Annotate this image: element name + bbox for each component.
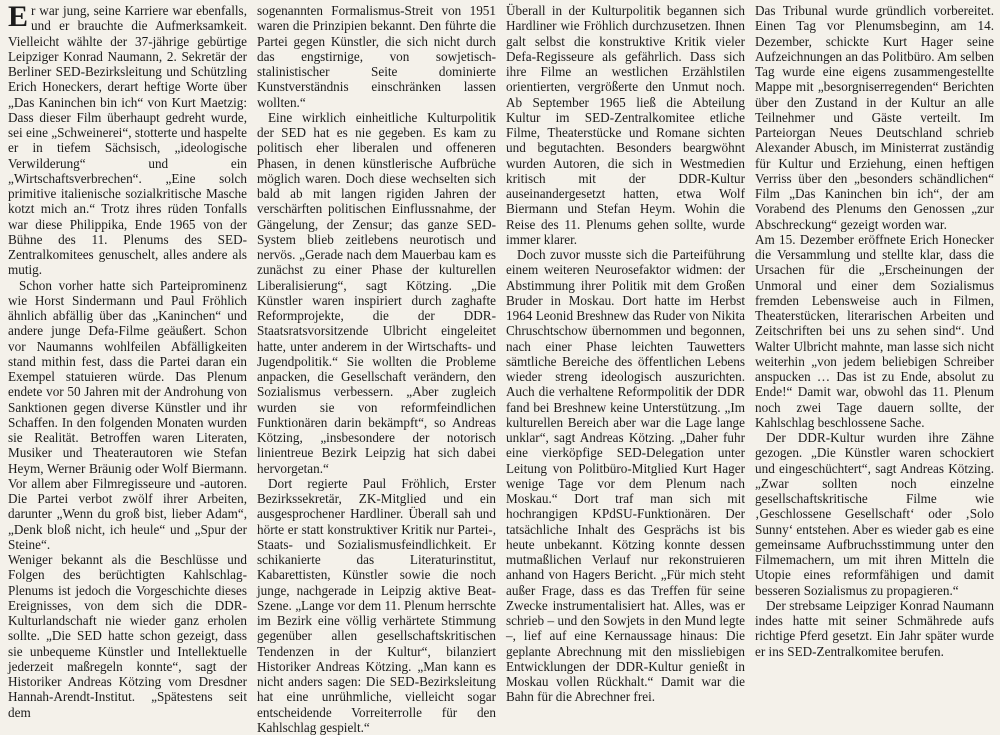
- article-column-1: [8, 0, 247, 720]
- article-column-3: [506, 3, 745, 705]
- paragraph: Doch zuvor musste sich die Parteiführung einem weiteren Neurosefaktor widmen: der Abstimmung ihrer Politik mit dem Großen Bruder in Moskau. Dort hatte im Herbst 1964 Leonid Breshnew das Ruder von Nikita Chruschtschow übernommen und begonnen, nach einer Phase leichten Tauwetters sämtliche Bereiche des öffentlichen Lebens wieder streng ideologisch auszurichten. Auch die verhaltene Reformpolitik der DDR fand bei Breshnew keine Unterstützung. „Im kulturellen Bereich aber war die Lage lange unklar“, sagt Andreas Kötzing. „Daher fuhr eine vierköpfige SED-Delegation unter Leitung von Politbüro-Mitglied Kurt Hager wenige Tage vor dem Plenum nach Moskau.“ Dort traf man sich mit hochrangigen KPdSU-Funktionären. Der tatsächliche Inhalt des Gesprächs ist bis heute unbekannt. Kötzing konnte dessen mutmaßlichen Verlauf nur rekonstruieren anhand von Hagers Bericht. „Für mich steht außer Frage, dass es das Treffen für seine Zwecke instrumentalisiert hat. Alles, was er schrieb – und den Sowjets in den Mund legte –, lief auf eine Kernaussage hinaus: Die geplante Abrechnung mit den missliebigen Entwicklungen der DDR-Kultur genießt in Moskau vollen Rückhalt.“ Damit war die Bahn für die Abrechner frei.: [506, 247, 745, 705]
- paragraph: Am 15. Dezember eröffnete Erich Honecker die Versammlung und stellte klar, dass die Ursachen für die „Erscheinungen der Unmoral und einer dem Sozialismus fremden Lebensweise auch in Filmen, Theaterstücken, literarischen Arbeiten und Zeitschriften bei uns zu sehen sind“. Und Walter Ulbricht mahnte, man lasse sich nicht weiterhin „von jedem beliebigen Schreiber anspucken … Das ist zu Ende, absolut zu Ende!“ Damit war, obwohl das 11. Plenum noch zwei Tage dauern sollte, der Kahlschlag beschlossene Sache.: [755, 231, 994, 430]
- article-column-2: [257, 3, 496, 735]
- paragraph: Der DDR-Kultur wurden ihre Zähne gezogen. „Die Künstler waren schockiert und eingeschüchtert“, sagt Andreas Kötzing. „Zwar sollten noch einzelne gesellschaftskritische Filme wie ‚Geschlossene Gesellschaft‘ oder ‚Solo Sunny‘ entstehen. Aber es wieder gab es eine gemeinsame Aufbruchsstimmung unter den Filmemachern, um mit ihren Mitteln die Utopie eines reformfähigen und damit besseren Sozialismus zu propagieren.“: [755, 430, 994, 598]
- paragraph: Er war jung, seine Karriere war ebenfalls, und er brauchte die Aufmerksamkeit. Vielleicht wählte der 37-jährige gebürtige Leipziger Konrad Naumann, 2. Sekretär der Berliner SED-Bezirksleitung und Schützling Erich Honeckers, derart heftige Worte über „Das Kaninchen bin ich“ von Kurt Maetzig: Dass dieser Film überhaupt gedreht wurde, sei eine „Schweinerei“, stotterte und haspelte er in tiefem Sächsisch, „ideologische Verwilderung“ und ein „Wirtschaftsverbrechen“. „Eine solch primitive italienische sozialkritische Masche kotzt mich an.“ Trotz ihres rüden Tonfalls war diese Philippika, Ende 1965 von der Bühne des 11. Plenums des SED-Zentralkomitees genuschelt, alles andere als mutig.: [8, 0, 247, 278]
- drop-cap: E: [8, 0, 29, 33]
- article-column-4: [755, 3, 994, 659]
- paragraph: Das Tribunal wurde gründlich vorbereitet. Einen Tag vor Plenumsbeginn, am 14. Dezember, schickte Kurt Hager seine Aufzeichnungen an das Politbüro. Am selben Tag wurde eine eigens zusammengestellte Mappe mit „besorgniserregenden“ Berichten über den Zustand in der Kultur an alle Teilnehmer und Gäste verteilt. Im Parteiorgan Neues Deutschland schrieb Alexander Abusch, im Ministerrat zuständig für Kultur und Erziehung, einen heftigen Verriss über den „besonders schändlichen“ Film „Das Kaninchen bin ich“, der am Vorabend des Plenums den Genossen „zur Abschreckung“ gezeigt worden war.: [755, 3, 994, 232]
- paragraph: Der strebsame Leipziger Konrad Naumann indes hatte mit seiner Schmährede aufs richtige Pferd gesetzt. Ein Jahr später wurde er ins SED-Zentralkomitee berufen.: [755, 597, 994, 659]
- paragraph: Schon vorher hatte sich Parteiprominenz wie Horst Sindermann und Paul Fröhlich ähnlich abfällig über das „Kaninchen“ und andere junge Defa-Filme geäußert. Schon vor Naumanns wohlfeilen Abfälligkeiten stand mithin fest, dass die Partei daran ein Exempel statuieren würde. Das Plenum endete vor 50 Jahren mit der Androhung von Sanktionen gegen diverse Künstler und ihr Schaffen. In den folgenden Monaten wurden sie Realität. Betroffen waren Literaten, Musiker und Theaterautoren wie Stefan Heym, Werner Bräunig oder Wolf Biermann. Vor allem aber Filmregisseure und -autoren. Die Partei verbot zwölf ihrer Arbeiten, darunter „Wenn du groß bist, lieber Adam“, „Denk bloß nicht, ich heule“ und „Spur der Steine“.: [8, 277, 247, 552]
- paragraph: Eine wirklich einheitliche Kulturpolitik der SED hat es nie gegeben. Es kam zu politisch eher liberalen und offeneren Phasen, in denen künstlerische Aufbrüche möglich waren. Doch diese wechselten sich bald ab mit langen rigiden Jahren der verschärften politischen Einflussnahme, der Gängelung, der Zensur; das ganze SED-System blieb zeitlebens neurotisch und nervös. „Gerade nach dem Mauerbau kam es zunächst zu einer Phase der kulturellen Liberalisierung“, sagt Kötzing. „Die Künstler waren inspiriert durch zaghafte Reformprojekte, die der DDR-Staatsratsvorsitzende Ulbricht eingeleitet hatte, unter anderem in der Wirtschafts- und Jugendpolitik.“ Sie wollten die Probleme anpacken, die Gesellschaft verändern, den Sozialismus verbessern. „Aber zugleich wurden sie von reformfeindlichen Funktionären darin bekämpft“, so Andreas Kötzing, „insbesondere der notorisch linientreue Bezirk Leipzig hat sich dabei hervorgetan.“: [257, 109, 496, 476]
- paragraph: Weniger bekannt als die Beschlüsse und Folgen des berüchtigten Kahlschlag-Plenums ist jedoch die Vorgeschichte dieses Ereignisses, von dem sich die DDR-Kulturlandschaft nie wieder ganz erholen sollte. „Die SED hatte schon gezeigt, dass sie unbequeme Künstler und Intellektuelle jederzeit maßregeln konnte“, sagt der Historiker Andreas Kötzing vom Dresdner Hannah-Arendt-Institut. „Spätestens seit dem: [8, 552, 247, 720]
- paragraph: Dort regierte Paul Fröhlich, Erster Bezirkssekretär, ZK-Mitglied und ein ausgesprochener Hardliner. Überall sah und hörte er statt konstruktiver Kritik nur Partei-, Staats- und Sozialismusfeindlichkeit. Er schikanierte das Literaturinstitut, Kabarettisten, Künstler sowie die noch junge, nachgerade in Leipzig aktive Beat-Szene. „Lange vor dem 11. Plenum herrschte im Bezirk eine völlig verhärtete Stimmung gegenüber allen gesellschaftskritischen Tendenzen in der Kultur“, bilanziert Historiker Andreas Kötzing. „Man kann es nicht anders sagen: Die SED-Bezirksleitung hat eine unrühmliche, vielleicht sogar entscheidende Vorreiterrolle für den Kahlschlag gespielt.“: [257, 475, 496, 735]
- paragraph: Überall in der Kulturpolitik begannen sich Hardliner wie Fröhlich durchzusetzen. Ihnen galt selbst die konstruktive Kritik vieler Defa-Regisseure als gefährlich. Dass sich ihre Filme an westlichen Erzählstilen orientierten, vergrößerte den Unmut noch. Ab September 1965 ließ die Abteilung Kultur im SED-Zentralkomitee etliche Filme, Theaterstücke und Romane sichten und begutachten. Besonders beargwöhnt wurden Autoren, die sich in Westmedien kritisch mit der DDR-Kultur auseinandergesetzt hatten, etwa Wolf Biermann und Stefan Heym. Wohin die Reise des 11. Plenums gehen sollte, wurde immer klarer.: [506, 3, 745, 247]
- paragraph: sogenannten Formalismus-Streit von 1951 waren die Prinzipien bekannt. Den führte die Partei gegen Künstler, die sich nicht durch das engstirnige, von sowjetisch-stalinistischer Seite dominierte Kunstverständnis einschränken lassen wollten.“: [257, 3, 496, 110]
